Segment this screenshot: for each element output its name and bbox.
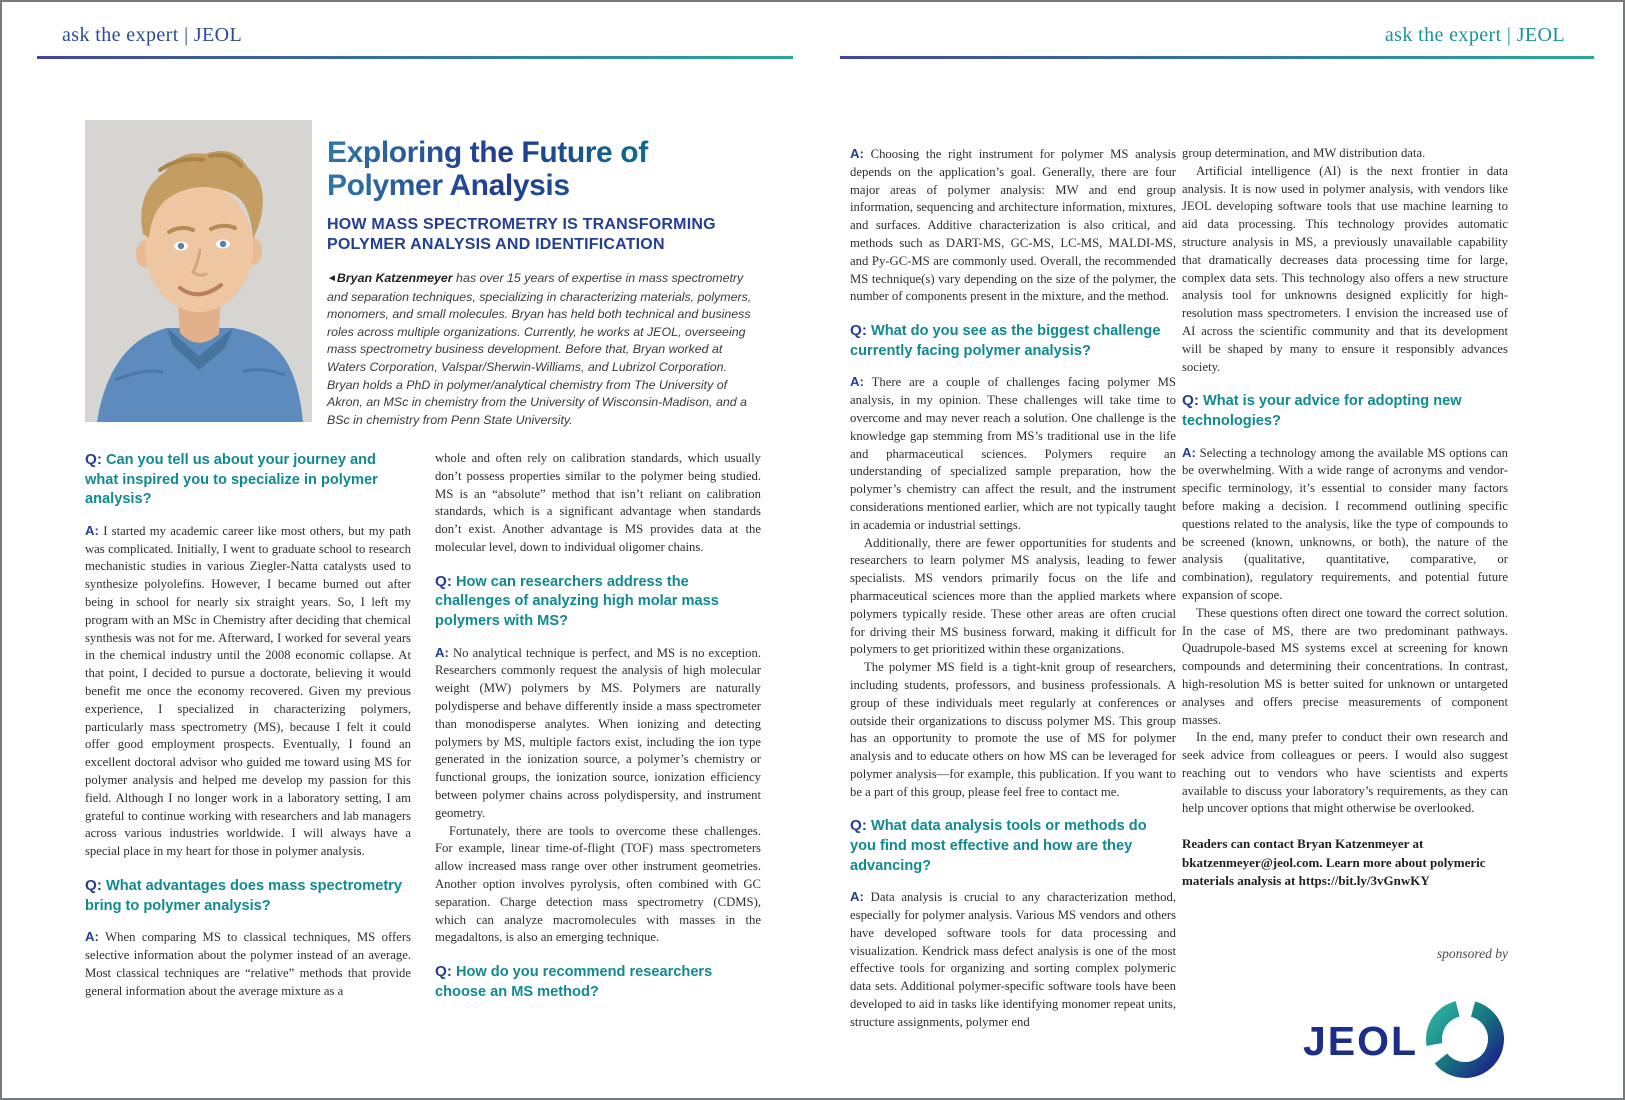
answer-text: Choosing the right instrument for polymer MS analysis depends on the application’s goal. Generally, there are four major areas of polymer analysis: MW and end group information, sequencing and architecture information, mixtures, and surfaces. Additive characterization is also critical, and methods such as DART-MS, GC-MS, LC-MS, MALDI-MS, and Py-GC-MS are commonly used. Overall, the recommended MS technique(s) vary depending on the size of the polymer, the number of components present in the mixture, and the method. [850,147,1177,304]
header-rule-right [840,56,1594,59]
column-3 [850,145,1176,1032]
article-title [327,136,755,202]
answer-block-6 [850,888,1176,1031]
q-label: Q: [435,572,452,590]
question-text: Can you tell us about your journey and what inspired you to specialize in polymer analysis? [85,452,378,508]
question-text: What data analysis tools or methods do you find most effective and how are they advancing? [850,818,1147,874]
a-label: A: [435,644,449,660]
answer-block-7 [1182,444,1508,605]
article-subtitle [327,215,755,255]
body-paragraph: group determination, and MW distribution data. [1182,146,1426,160]
body-paragraph: In the end, many prefer to conduct their own research and seek advice from colleagues or peers. I would also suggest reaching out to vendors who have scientists and experts available to discuss your laboratory’s requirements, as they can help uncover options that might otherwise be overlooked. [1182,730,1508,816]
a-label: A: [850,889,864,905]
jeol-swirl-icon [1427,1001,1503,1077]
kicker-left: ask the expert | JEOL [62,24,243,46]
title-line-2: Polymer Analysis [327,169,755,202]
column-2 [435,450,761,1014]
title-line-1: Exploring the Future of [327,136,755,169]
answer-text: I started my academic career like most others, but my path was complicated. Initially, I went to graduate school to research mechanistic studies in various Ziegler-Natta catalysts used to synthesize polyolefins. However, I became burned out after being in school for nearly six straight years. So, I left my program with an MSc in Chemistry after deciding that chemical synthesis was not for me. Afterward, I worked for several years in the chemical industry until the 2008 economic collapse. At that point, I decided to pursue a doctorate, believing it would benefit me once the economy recovered. Given my previous experience, I specialized in characterizing polymers, particularly mass spectrometry (MS), because I felt it could offer good employment prospects. Eventually, I found an excellent doctoral advisor who guided me toward using MS for polymer analysis and helped me develop my passion for this field. Although I no longer work in a laboratory setting, I am grateful to continue working with researchers and lab managers across various industries worldwide. I will always have a special place in my heart for those in polymer analysis. [85,523,412,859]
jeol-logo [1182,993,1508,1085]
left-triangle-marker: ◄ [327,273,337,284]
question-block-5 [850,321,1176,361]
a-label: A: [85,929,99,945]
author-bio [327,270,755,429]
subtitle-line-1: HOW MASS SPECTROMETRY IS TRANSFORMING [327,216,716,233]
article-header [327,136,755,442]
answer-text: No analytical technique is perfect, and MS is no exception. Researchers commonly request the analysis of high molecular weight (MW) polymers by MS. Polymers are naturally polydisperse and behave differently inside a mass spectrometer than monodisperse analytes. When ionizing and detecting polymers by MS, multiple factors exist, including the ion type generated in the ionization source, a polymer’s chemistry or functional groups, the ionization source, ionization efficiency between polymer chains across polydispersity, and instrument geometry. [435,645,761,820]
body-paragraph: Additionally, there are fewer opportunities for students and researchers to learn polymer MS analysis, leading to fewer specialists. MS vendors primarily focus on the life and pharmaceutical sciences more than the applied markets where polymers typically reside. These other areas are often crucial for driving their MS business forward, making it difficult for polymers to get prioritized within these organizations. [850,535,1176,657]
answer-text: Selecting a technology among the available MS options can be overwhelming. With a wide range of acronyms and vendor-specific terminology, it’s essential to consider many factors before making a decision. I recommend outlining specific questions related to the analysis, like the type of compounds to be screened (known, unknowns, or both), the nature of the analysis (qualitative, quantitative, comparative, or combination), regulatory requirements, and potential future expansion of scope. [1182,445,1508,602]
question-block-1 [85,450,411,510]
bio-text: has over 15 years of expertise in mass spectrometry and separation techniques, specializing in characterizing materials, polymers, monomers, and small molecules. Bryan has held both technical and business roles across multiple organizations. Currently, he works at JEOL, overseeing mass spectrometry business development. Before that, Bryan worked at Waters Corporation, Valspar/Sherwin-Williams, and Lubrizol Corporation. Bryan holds a PhD in polymer/analytical chemistry from The University of Akron, an MSc in chemistry from the University of Wisconsin-Madison, and a BSc in chemistry from Penn State University. [327,271,752,427]
q-label: Q: [850,817,867,835]
question-block-4 [435,962,761,1002]
question-text: What do you see as the biggest challenge currently facing polymer analysis? [850,323,1161,359]
question-block-6 [850,816,1176,876]
body-paragraph: These questions often direct one toward the correct solution. In the case of MS, there are two predominant pathways. Quadrupole-based MS systems excel at screening for known compounds and determining their concentrations. In contrast, high-resolution MS is better suited for unknown or untargeted analyses and offers precise measurements of component masses. [1182,605,1508,727]
answer-text: Data analysis is crucial to any characterization method, especially for polymer analysis. Various MS vendors and others have developed software tools for data processing and visualization. Kendrick mass defect analysis is one of the most effective tools for organizing and sorting complex polymeric data sets. Additional polymer-specific software tools have been developed to aid in tasks like identifying monomer repeat units, structure assignments, polymer end [850,890,1176,1029]
header-rule-left [37,56,793,59]
jeol-logo-text: JEOL [1303,1017,1419,1064]
question-block-7 [1182,391,1508,431]
subtitle-line-2: POLYMER ANALYSIS AND IDENTIFICATION [327,236,665,253]
question-text: How do you recommend researchers choose an MS method? [435,964,713,1000]
portrait-illustration [85,120,312,422]
column-4 [1182,145,1508,1085]
question-block-3 [435,572,761,632]
body-paragraph: Artificial intelligence (AI) is the next frontier in data analysis. It is now used in polymer analysis, with vendors like JEOL developing software tools that use machine learning to aid data processing. This technology provides automatic structure analysis in MS, a previously unavailable capability that dramatically decreases data processing time for large, complex data sets. This technology also offers a new structure analysis tool for unknowns designed explicitly for high-resolution mass spectrometers. I envision the increased use of AI across the scientific community and that its development will be shaped by many to ensure it responsibly advances society. [1182,163,1508,374]
answer-block-5 [850,373,1176,534]
kicker-right: ask the expert | JEOL [1384,24,1565,46]
column-1 [85,450,411,1000]
author-name: Bryan Katzenmeyer [336,271,453,285]
question-text: What is your advice for adopting new technologies? [1182,393,1462,429]
q-label: Q: [435,963,452,981]
a-label: A: [850,146,864,161]
answer-text: When comparing MS to classical techniques, MS offers selective information about the polymer instead of an average. Most classical techniques are “relative” methods that provide general information about the average mixture as a [85,930,411,998]
question-block-2 [85,876,411,916]
portrait-photo [85,120,312,422]
body-paragraph: whole and often rely on calibration standards, which usually don’t possess properties similar to the polymer being studied. MS is an “absolute” method that isn’t reliant on calibration standards, which is a significant advantage when standards don’t exist. Another advantage is MS provides data at the molecular level, down to individual oligomer chains. [435,451,761,554]
q-label: Q: [85,451,102,468]
question-text: How can researchers address the challenges of analyzing high molar mass polymers with MS? [435,573,719,629]
body-paragraph: Fortunately, there are tools to overcome these challenges. For example, linear time-of-flight (TOF) mass spectrometers allow increased mass range over other instrument geometries. Another option involves pyrolysis, often combined with GC separation. Charge detection mass spectrometry (CDMS), which can analyze macromolecules with masses in the megadaltons, is also an emerging technique. [435,823,761,945]
sponsored-by-label: sponsored by [1436,946,1508,962]
jeol-logo-graphic [1303,993,1508,1085]
contact-note: Readers can contact Bryan Katzenmeyer at bkatzenmeyer@jeol.com. Learn more about polymeric materials analysis at https://bit.ly/3vGnwKY [1182,836,1486,889]
q-label: Q: [850,322,867,340]
answer-text: There are a couple of challenges facing polymer MS analysis, in my opinion. These challenges will take time to overcome and may never reach a solution. One challenge is the knowledge gap stemming from MS’s traditional use in the life and pharmaceutical sciences. Polymers require an understanding of specialized sample preparation, how the polymer’s chemistry can affect the result, and the instrument considerations mentioned earlier, which are not typically taught in academia or industrial settings. [850,375,1176,532]
question-text: What advantages does mass spectrometry bring to polymer analysis? [85,877,402,914]
q-label: Q: [85,876,102,894]
a-label: A: [85,522,99,538]
answer-block-1 [85,522,411,861]
answer-block-3 [435,644,761,823]
q-label: Q: [1182,392,1199,410]
a-label: A: [850,374,864,390]
body-paragraph: The polymer MS field is a tight-knit group of researchers, including students, professors, and business professionals. A group of these individuals meet regularly at conferences or outside their organizations to discuss polymer MS. This group has an opportunity to promote the use of MS for polymer analysis and to educate others on how MS can be leveraged for polymer analysis—for example, this publication. If you want to be a part of this group, please feel free to contact me. [850,660,1176,799]
a-label: A: [1182,444,1196,460]
answer-block-4 [850,145,1176,306]
answer-block-2 [85,928,411,1000]
